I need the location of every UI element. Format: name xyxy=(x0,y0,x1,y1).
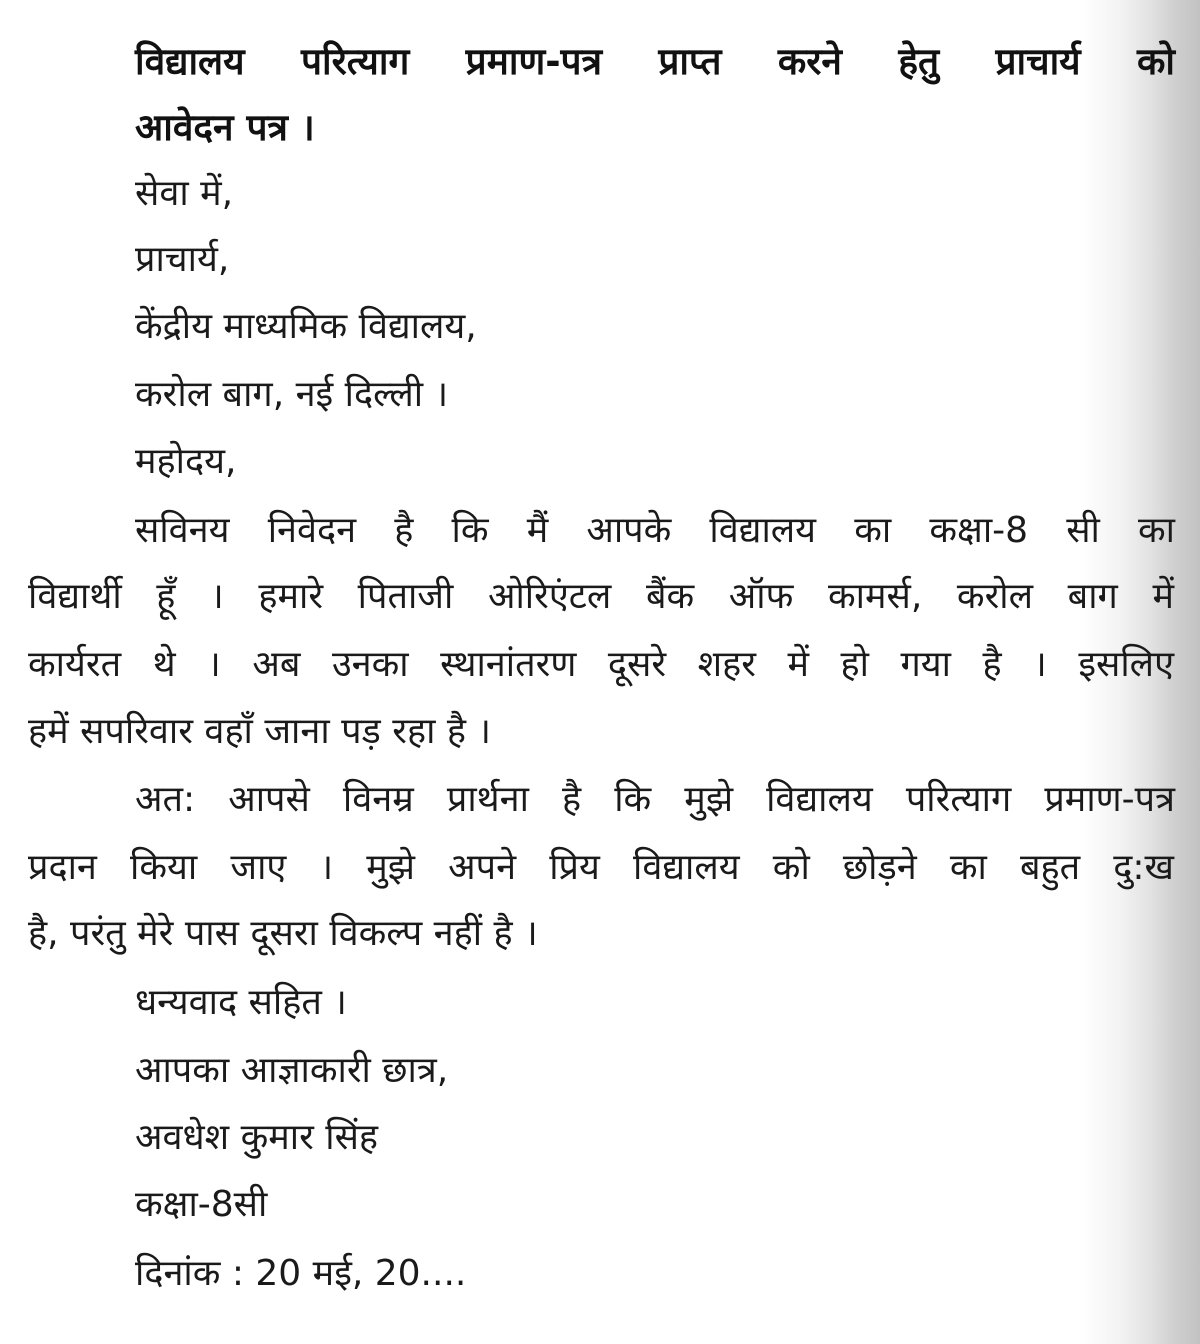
letter-title-line-2: आवेदन पत्र । xyxy=(135,106,315,149)
closing-regards: आपका आज्ञाकारी छात्र, xyxy=(135,1050,449,1091)
address-place: करोल बाग, नई दिल्ली । xyxy=(135,374,449,415)
letter-date: दिनांक : 20 मई, 20.... xyxy=(135,1253,467,1294)
letter-title-line-1: विद्यालय परित्याग प्रमाण-पत्र प्राप्त करने हेतु प्राचार्य को xyxy=(135,40,1175,83)
body-paragraph-2-line-1: अत: आपसे विनम्र प्रार्थना है कि मुझे विद्यालय परित्याग प्रमाण-पत्र xyxy=(135,779,1175,820)
body-paragraph-1-line-2: विद्यार्थी हूँ । हमारे पिताजी ओरिएंटल बैंक ऑफ कामर्स, करोल बाग में xyxy=(28,576,1174,617)
body-paragraph-2-line-3: है, परंतु मेरे पास दूसरा विकल्प नहीं है । xyxy=(28,913,538,954)
sender-class: कक्षा-8सी xyxy=(135,1184,268,1225)
sender-name: अवधेश कुमार सिंह xyxy=(135,1117,379,1158)
body-paragraph-1-line-4: हमें सपरिवार वहाँ जाना पड़ रहा है । xyxy=(28,711,492,752)
address-salutation: सेवा में, xyxy=(135,173,234,214)
greeting: महोदय, xyxy=(135,441,237,482)
body-paragraph-2-line-2: प्रदान किया जाए । मुझे अपने प्रिय विद्यालय को छोड़ने का बहुत दु:ख xyxy=(28,847,1174,888)
closing-thanks: धन्यवाद सहित । xyxy=(135,982,347,1023)
address-recipient: प्राचार्य, xyxy=(135,239,230,280)
body-paragraph-1-line-1: सविनय निवेदन है कि मैं आपके विद्यालय का कक्षा-8 सी का xyxy=(135,510,1175,551)
body-paragraph-1-line-3: कार्यरत थे । अब उनका स्थानांतरण दूसरे शहर में हो गया है । इसलिए xyxy=(28,644,1174,685)
address-school: केंद्रीय माध्यमिक विद्यालय, xyxy=(135,306,477,347)
